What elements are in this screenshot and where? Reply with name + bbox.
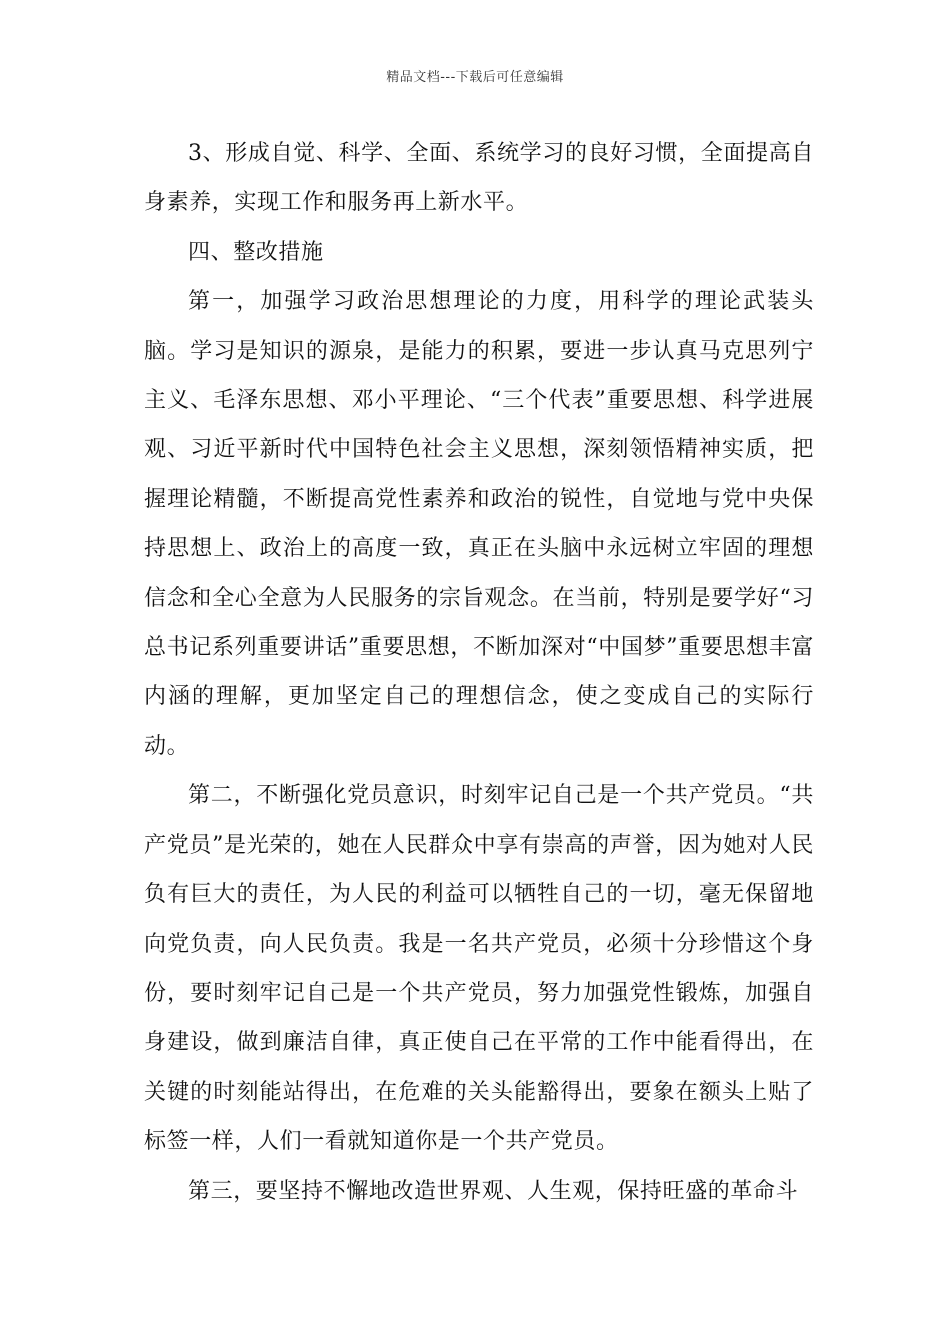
section-heading-rectification-measures: 四、整改措施 [188, 239, 324, 265]
paragraph-goal-3: 3、形成自觉、科学、全面、系统学习的良好习惯，全面提高自身素养，实现工作和服务再上新水平。 [144, 141, 814, 216]
paragraph-measure-3: 第三，要坚持不懈地改造世界观、人生观，保持旺盛的革命斗 [188, 1178, 799, 1204]
document-body [144, 129, 814, 1216]
paragraph-measure-2: 第二，不断强化党员意识，时刻牢记自己是一个共产党员。“共产党员”是光荣的，她在人民群众中享有崇高的声誉，因为她对人民负有巨大的责任，为人民的利益可以牺牲自己的一切，毫无保留地向党负责，向人民负责。我是一名共产党员，必须十分珍惜这个身份，要时刻牢记自己是一个共产党员，努力加强党性锻炼，加强自身建设，做到廉洁自律，真正使自己在平常的工作中能看得出，在关键的时刻能站得出，在危难的关头能豁得出，要象在额头上贴了标签一样，人们一看就知道你是一个共产党员。 [144, 783, 814, 1155]
paragraph-measure-1: 第一，加强学习政治思想理论的力度，用科学的理论武装头脑。学习是知识的源泉，是能力的积累，要进一步认真马克思列宁主义、毛泽东思想、邓小平理论、“三个代表”重要思想、科学进展观、习近平新时代中国特色社会主义思想，深刻领悟精神实质，把握理论精髓，不断提高党性素养和政治的锐性，自觉地与党中央保持思想上、政治上的高度一致，真正在头脑中永远树立牢固的理想信念和全心全意为人民服务的宗旨观念。在当前，特别是要学好“习总书记系列重要讲话”重要思想，不断加深对“中国梦”重要思想丰富内涵的理解，更加坚定自己的理想信念，使之变成自己的实际行动。 [144, 289, 814, 759]
page-header: 精品文档---下载后可任意编辑 [386, 70, 564, 85]
